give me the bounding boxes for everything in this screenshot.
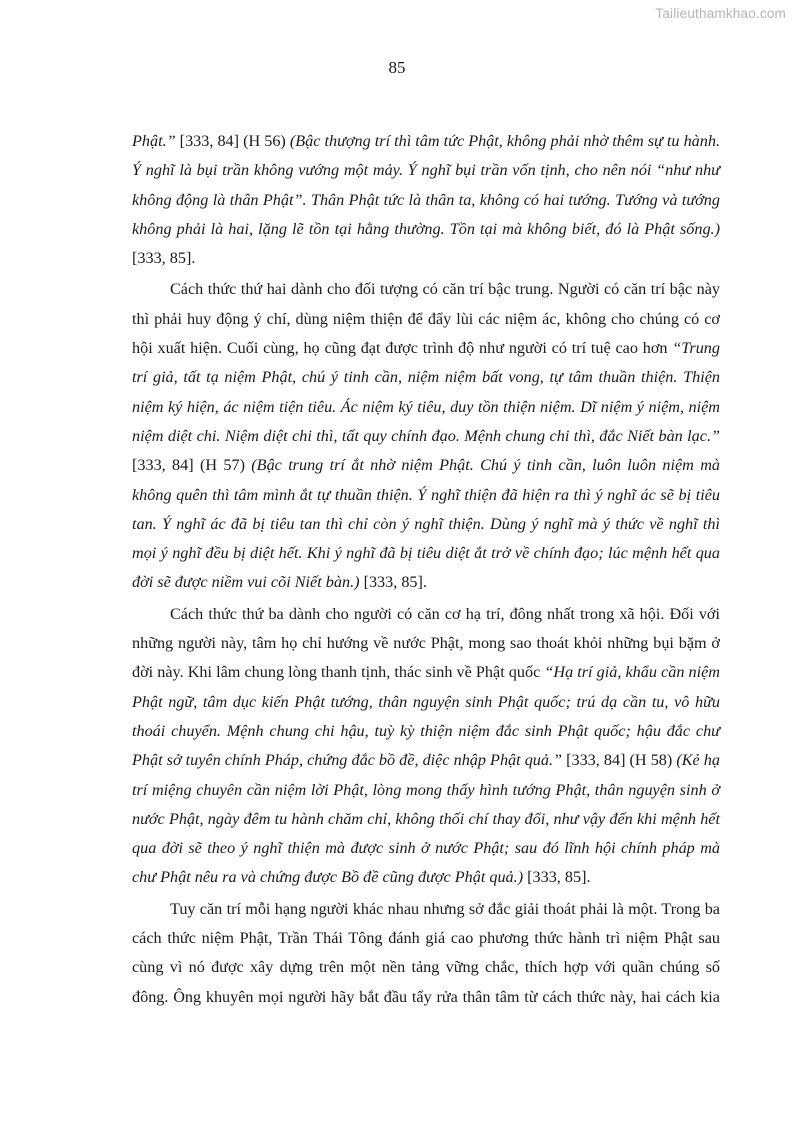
- text-italic: “Trung trí giả, tất tạ niệm Phật, chú ý tinh cần, niệm niệm bất vong, tự tâm thuần thiện. Thiện niệm ký hiện, ác niệm tiện tiêu. Ác niệm ký tiêu, duy tồn thiện niệm. Dĩ niệm ý niệm, niệm niệm diệt chi. Niệm diệt chi thì, tất quy chính đạo. Mệnh chung chi thì, đắc Niết bàn lạc.”: [132, 339, 720, 445]
- text-citation: [333, 84] (H 58): [562, 751, 677, 770]
- text-citation: [333, 85].: [359, 573, 427, 592]
- text-citation: [333, 85].: [523, 868, 591, 887]
- paragraph-2: [132, 275, 720, 597]
- text-italic: Phật.”: [132, 132, 176, 150]
- text-italic: “Hạ trí giả, khẩu cần niệm Phật ngữ, tâm dục kiến Phật tướng, thân nguyện sinh Phật quốc; trú dạ cần tu, vô hữu thoái chuyển. Mệnh chung chi hậu, tuỳ kỳ thiện niệm đắc sinh Phật quốc; hậu đắc chư Phật sở tuyên chính Pháp, chứng đắc bồ đề, diệc nhập Phật quả.”: [132, 663, 720, 770]
- text-regular: Cách thức thứ hai dành cho đối tượng có căn trí bậc trung. Người có căn trí bậc này thì phải huy động ý chí, dùng niệm thiện để đẩy lùi các niệm ác, không cho chúng có cơ hội xuất hiện. Cuối cùng, họ cũng đạt được trình độ như người có trí tuệ cao hơn: [132, 280, 720, 358]
- text-italic: (Bậc trung trí ắt nhờ niệm Phật. Chú ý tinh cần, luôn luôn niệm mà không quên thì tâm mình ắt tự thuần thiện. Ý nghĩ thiện đã hiện ra thì ý nghĩ ác sẽ bị tiêu tan. Ý nghĩ ác đã bị tiêu tan thì chỉ còn ý nghĩ thiện. Dùng ý nghĩ mà ý thức về nghĩ thì mọi ý nghĩ đều bị diệt hết. Khi ý nghĩ đã bị tiêu diệt ắt trở về chính đạo; lúc mệnh hết qua đời sẽ được niềm vui cõi Niết bàn.): [132, 456, 720, 592]
- text-regular: Tuy căn trí mỗi hạng người khác nhau nhưng sở đắc giải thoát phải là một. Trong ba cách thức niệm Phật, Trần Thái Tông đánh giá cao phương thức hành trì niệm Phật sau cùng vì nó được xây dựng trên một nền tảng vững chắc, thích hợp với quần chúng số đông. Ông khuyên mọi người hãy bắt đầu tẩy rửa thân tâm từ cách thức này, hai cách kia: [132, 899, 720, 1006]
- text-citation: [333, 85].: [132, 249, 196, 268]
- page-number: 85: [388, 58, 406, 77]
- text-regular: Cách thức thứ ba dành cho người có căn cơ hạ trí, đông nhất trong xã hội. Đối với những người này, tâm họ chỉ hướng về nước Phật, mong sao thoát khỏi những bụi bặm ở đời này. Khi lâm chung lòng thanh tịnh, thác sinh về Phật quốc: [132, 604, 720, 682]
- paragraph-3: [132, 600, 720, 893]
- text-italic: (Kẻ hạ trí miệng chuyên cần niệm lời Phật, lòng mong thấy hình tướng Phật, thân nguyện sinh ở nước Phật, ngày đêm tu hành chăm chỉ, không thối chí thay đổi, như vậy đến khi mệnh hết qua đời sẽ theo ý nghĩ thiện mà được sinh ở nước Phật; sau đó lĩnh hội chính pháp mà chư Phật nêu ra và chứng được Bồ đề cũng được Phật quả.): [132, 751, 720, 887]
- text-citation: [333, 84] (H 57): [132, 456, 252, 475]
- paragraph-4: [132, 895, 720, 1012]
- text-citation: [333, 84] (H 56): [175, 132, 290, 150]
- page-body: [132, 127, 720, 1014]
- paragraph-1: [132, 127, 720, 273]
- text-italic: (Bậc thượng trí thì tâm tức Phật, không phải nhờ thêm sự tu hành. Ý nghĩ là bụi trần không vướng một mảy. Ý nghĩ bụi trần vốn tịnh, cho nên nói “như như không động là thân Phật”. Thân Phật tức là thân ta, không có hai tướng. Tướng và tướng không phải là hai, lặng lẽ tồn tại hằng thường. Tồn tại mà không biết, đó là Phật sống.): [132, 132, 720, 238]
- watermark: Tailieuthamkhao.com: [655, 6, 786, 21]
